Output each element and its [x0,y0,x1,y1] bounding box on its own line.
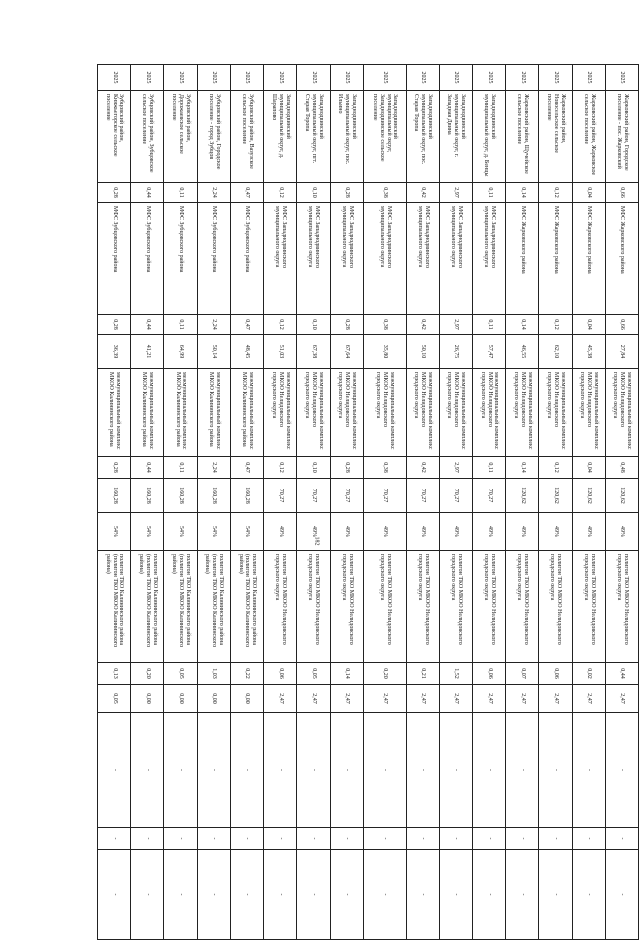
year-cell: 2025 [506,65,539,91]
collection-volume-cell: 0,42 [406,315,439,335]
landfill-cell: полигон ТКО МКОО Нелидовского городского округа [363,551,406,663]
year-cell: 2025 [330,65,363,91]
secondary-volume-cell: 2,47 [572,685,605,713]
collection-site-cell: МФС Зубцовского района [131,203,164,315]
collection-volume-cell: 2,97 [439,315,472,335]
collection-site-cell: МФС Жарковского района [539,203,572,315]
empty-column-2-cell: - [539,828,572,850]
distance-to-complex-cell: 57,47 [472,335,505,369]
year-cell: 2025 [264,65,297,91]
table-row [330,65,363,940]
collection-site-cell: МФС Жарковского района [506,203,539,315]
table-row [98,65,131,940]
collection-site-cell: МФС Зубцовского района [230,203,263,315]
distance-to-complex-cell: 27,84 [605,335,638,369]
share-percent-cell: 49% [506,513,539,551]
population-cell: 0,12 [264,183,297,203]
empty-column-3-cell: - [131,850,164,940]
territory-cell: Западнодвинский муниципальный округ, д. Бенцы [472,91,505,183]
distance-to-complex-cell: 48,45 [230,335,263,369]
distance-to-landfill-cell: 70,27 [297,479,330,513]
waste-flow-table [97,64,639,940]
collection-site-cell: МФС Западнодвинского муниципального округа [406,203,439,315]
distance-to-landfill-cell: 120,62 [539,479,572,513]
secondary-volume-cell: 2,47 [363,685,406,713]
table-row [506,65,539,940]
landfill-cell: полигон ТКО МКОО Нелидовского городского округа [297,551,330,663]
distance-to-complex-cell: 67,38 [297,335,330,369]
distance-to-landfill-cell: 160,28 [197,479,230,513]
collection-site-cell: МФС Зубцовского района [197,203,230,315]
secondary-volume-cell: 2,47 [439,685,472,713]
distance-to-landfill-cell: 160,28 [98,479,131,513]
empty-column-2-cell: - [605,828,638,850]
empty-column-3-cell: - [506,850,539,940]
year-cell: 2025 [363,65,406,91]
processing-complex-cell: межмуниципальный комплекс МКОО Нелидовского городского округа [506,369,539,457]
landfill-cell: полигон ТКО МКОО Нелидовского городского округа [472,551,505,663]
table-row [197,65,230,940]
territory-cell: Западнодвинский муниципальный округ, пос. Ильино [330,91,363,183]
empty-column-3-cell: - [439,850,472,940]
distance-to-landfill-cell: 70,27 [363,479,406,513]
table-row [297,65,330,940]
secondary-volume-cell: 0,05 [98,685,131,713]
year-cell: 2025 [164,65,197,91]
year-cell: 2025 [131,65,164,91]
processing-volume-cell: 0,42 [406,457,439,479]
table-row [131,65,164,940]
processing-volume-cell: 0,10 [297,457,330,479]
empty-column-1-cell: - [297,713,330,828]
processing-volume-cell: 0,11 [164,457,197,479]
territory-cell: Западнодвинский муниципальный округ, д. Шарапово [264,91,297,183]
territory-cell: Западнодвинский муниципальный округ, г. Западная Двина [439,91,472,183]
landfill-cell: полигон ТКО МКОО Нелидовского городского округа [572,551,605,663]
processing-complex-cell: межмуниципальный комплекс МКОО Нелидовского городского округа [605,369,638,457]
processing-volume-cell: 0,48 [605,457,638,479]
empty-column-2-cell: - [98,828,131,850]
empty-column-2-cell: - [197,828,230,850]
share-percent-cell: 54% [230,513,263,551]
processing-complex-cell: межмуниципальный комплекс МКОО Нелидовского городского округа [439,369,472,457]
table-row [363,65,406,940]
secondary-volume-cell: 0,00 [164,685,197,713]
territory-cell: Западнодвинский муниципальный округ, Западнодвинское сельское поселение [363,91,406,183]
table-row [230,65,263,940]
distance-to-landfill-cell: 160,28 [131,479,164,513]
collection-site-cell: МФС Западнодвинского муниципального округа [264,203,297,315]
territory-cell: Жарковский район, Щучейское сельское поселение [506,91,539,183]
landfill-volume-cell: 0,20 [363,663,406,685]
secondary-volume-cell: 2,47 [297,685,330,713]
population-cell: 0,11 [472,183,505,203]
territory-cell: Западнодвинский муниципальный округ, пос. Старая Торопа [406,91,439,183]
territory-cell: Зубцовский район, Дорожаевское сельское поселение [164,91,197,183]
distance-to-landfill-cell: 70,27 [330,479,363,513]
table-row [472,65,505,940]
share-percent-cell: 49% [439,513,472,551]
empty-column-3-cell: - [197,850,230,940]
share-percent-cell: 49% [297,513,330,551]
empty-column-1-cell: - [264,713,297,828]
population-cell: 0,04 [572,183,605,203]
collection-site-cell: МФС Западнодвинского муниципального округа [297,203,330,315]
landfill-volume-cell: 0,07 [506,663,539,685]
territory-cell: Жарковский район, Жарковское сельское поселение [572,91,605,183]
landfill-cell: полигон ТКО Калининского района (полигон ТКО МКОО Калининского района) [164,551,197,663]
processing-volume-cell: 0,28 [98,457,131,479]
population-cell: 0,66 [605,183,638,203]
empty-column-3-cell: - [472,850,505,940]
processing-volume-cell: 0,28 [330,457,363,479]
empty-column-1-cell: - [98,713,131,828]
landfill-cell: полигон ТКО МКОО Нелидовского городского округа [605,551,638,663]
distance-to-complex-cell: 45,38 [572,335,605,369]
collection-volume-cell: 0,11 [164,315,197,335]
landfill-cell: полигон ТКО МКОО Нелидовского городского округа [406,551,439,663]
landfill-volume-cell: 0,02 [572,663,605,685]
population-cell: 0,42 [406,183,439,203]
collection-volume-cell: 0,11 [472,315,505,335]
distance-to-complex-cell: 36,39 [98,335,131,369]
population-cell: 0,10 [297,183,330,203]
landfill-volume-cell: 1,52 [439,663,472,685]
distance-to-complex-cell: 46,55 [506,335,539,369]
processing-complex-cell: межмуниципальный комплекс МКОО Нелидовского городского округа [472,369,505,457]
collection-volume-cell: 0,04 [572,315,605,335]
empty-column-3-cell: - [297,850,330,940]
population-cell: 0,12 [539,183,572,203]
landfill-volume-cell: 0,06 [539,663,572,685]
landfill-cell: полигон ТКО МКОО Нелидовского городского округа [539,551,572,663]
empty-column-3-cell: - [264,850,297,940]
empty-column-2-cell: - [131,828,164,850]
table-row [264,65,297,940]
year-cell: 2025 [472,65,505,91]
empty-column-3-cell: - [230,850,263,940]
population-cell: 2,24 [197,183,230,203]
territory-cell: Жарковский район, Городское поселение - пос. Жарковский [605,91,638,183]
distance-to-complex-cell: 50,14 [197,335,230,369]
landfill-cell: полигон ТКО Калининского района (полигон ТКО МКОО Калининского района) [230,551,263,663]
share-percent-cell: 49% [406,513,439,551]
landfill-cell: полигон ТКО Калининского района (полигон ТКО МКОО Калининского района) [98,551,131,663]
empty-column-2-cell: - [439,828,472,850]
share-percent-cell: 54% [131,513,164,551]
year-cell: 2025 [605,65,638,91]
year-cell: 2025 [98,65,131,91]
share-percent-cell: 49% [472,513,505,551]
share-percent-cell: 49% [539,513,572,551]
processing-volume-cell: 0,14 [506,457,539,479]
distance-to-complex-cell: 41,21 [131,335,164,369]
collection-site-cell: МФС Западнодвинского муниципального округа [330,203,363,315]
landfill-volume-cell: 0,05 [297,663,330,685]
distance-to-landfill-cell: 120,62 [572,479,605,513]
collection-volume-cell: 0,28 [330,315,363,335]
landfill-volume-cell: 0,14 [330,663,363,685]
secondary-volume-cell: 2,47 [472,685,505,713]
distance-to-landfill-cell: 120,62 [506,479,539,513]
processing-volume-cell: 0,12 [264,457,297,479]
processing-volume-cell: 0,38 [363,457,406,479]
processing-volume-cell: 2,24 [197,457,230,479]
collection-volume-cell: 0,44 [131,315,164,335]
collection-site-cell: МФС Жарковского района [572,203,605,315]
processing-complex-cell: межмуниципальный комплекс МКОО Калининского района [164,369,197,457]
empty-column-2-cell: - [406,828,439,850]
collection-volume-cell: 2,24 [197,315,230,335]
distance-to-complex-cell: 64,99 [164,335,197,369]
processing-volume-cell: 0,04 [572,457,605,479]
landfill-volume-cell: 0,06 [472,663,505,685]
landfill-volume-cell: 0,13 [98,663,131,685]
empty-column-1-cell: - [131,713,164,828]
population-cell: 2,97 [439,183,472,203]
year-cell: 2025 [572,65,605,91]
secondary-volume-cell: 2,47 [605,685,638,713]
empty-column-3-cell: - [164,850,197,940]
secondary-volume-cell: 0,00 [197,685,230,713]
secondary-volume-cell: 2,47 [539,685,572,713]
processing-volume-cell: 2,97 [439,457,472,479]
table-row [406,65,439,940]
territory-cell: Зубцовский район, Вазузское сельское поселение [230,91,263,183]
processing-complex-cell: межмуниципальный комплекс МКОО Нелидовского городского округа [264,369,297,457]
empty-column-2-cell: - [506,828,539,850]
distance-to-complex-cell: 62,10 [539,335,572,369]
empty-column-2-cell: - [164,828,197,850]
processing-complex-cell: межмуниципальный комплекс МКОО Нелидовского городского округа [363,369,406,457]
collection-site-cell: МФС Западнодвинского муниципального округа [363,203,406,315]
share-percent-cell: 49% [264,513,297,551]
distance-to-complex-cell: 51,03 [264,335,297,369]
processing-volume-cell: 0,47 [230,457,263,479]
year-cell: 2025 [297,65,330,91]
share-percent-cell: 49% [330,513,363,551]
collection-volume-cell: 0,47 [230,315,263,335]
territory-cell: Зубцовский район, Зубцовское сельское поселение [131,91,164,183]
empty-column-1-cell: - [472,713,505,828]
distance-to-complex-cell: 35,80 [363,335,406,369]
secondary-volume-cell: 2,47 [506,685,539,713]
distance-to-landfill-cell: 160,28 [230,479,263,513]
landfill-volume-cell: 0,20 [131,663,164,685]
table-row [572,65,605,940]
table-row [605,65,638,940]
landfill-cell: полигон ТКО МКОО Нелидовского городского округа [439,551,472,663]
empty-column-1-cell: - [363,713,406,828]
distance-to-complex-cell: 50,10 [406,335,439,369]
population-cell: 0,28 [98,183,131,203]
collection-site-cell: МФС Зубцовского района [164,203,197,315]
collection-volume-cell: 0,66 [605,315,638,335]
secondary-volume-cell: 0,00 [230,685,263,713]
empty-column-2-cell: - [572,828,605,850]
empty-column-2-cell: - [297,828,330,850]
processing-volume-cell: 0,44 [131,457,164,479]
share-percent-cell: 49% [605,513,638,551]
landfill-cell: полигон ТКО МКОО Нелидовского городского округа [264,551,297,663]
year-cell: 2025 [230,65,263,91]
year-cell: 2025 [197,65,230,91]
collection-site-cell: МФС Западнодвинского муниципального округа [439,203,472,315]
table-row [439,65,472,940]
processing-complex-cell: межмуниципальный комплекс МКОО Нелидовского городского округа [330,369,363,457]
page-number: 182 [313,536,320,546]
landfill-volume-cell: 0,21 [406,663,439,685]
empty-column-2-cell: - [330,828,363,850]
landfill-volume-cell: 0,44 [605,663,638,685]
processing-volume-cell: 0,12 [539,457,572,479]
empty-column-1-cell: - [164,713,197,828]
year-cell: 2025 [539,65,572,91]
population-cell: 0,38 [363,183,406,203]
table-row [164,65,197,940]
landfill-volume-cell: 0,22 [230,663,263,685]
year-cell: 2025 [439,65,472,91]
collection-volume-cell: 0,10 [297,315,330,335]
empty-column-1-cell: - [330,713,363,828]
secondary-volume-cell: 0,00 [131,685,164,713]
empty-column-3-cell: - [98,850,131,940]
empty-column-3-cell: - [605,850,638,940]
distance-to-landfill-cell: 70,27 [264,479,297,513]
empty-column-2-cell: - [363,828,406,850]
collection-volume-cell: 0,12 [264,315,297,335]
processing-complex-cell: межмуниципальный комплекс МКОО Калининского района [98,369,131,457]
empty-column-2-cell: - [230,828,263,850]
population-cell: 0,14 [506,183,539,203]
secondary-volume-cell: 2,47 [406,685,439,713]
landfill-cell: полигон ТКО Калининского района (полигон ТКО МКОО Калининского района) [131,551,164,663]
empty-column-3-cell: - [406,850,439,940]
territory-cell: Жарковский район, Новосельское сельское поселение [539,91,572,183]
share-percent-cell: 54% [98,513,131,551]
processing-volume-cell: 0,11 [472,457,505,479]
share-percent-cell: 49% [363,513,406,551]
empty-column-1-cell: - [605,713,638,828]
processing-complex-cell: межмуниципальный комплекс МКОО Калининского района [197,369,230,457]
distance-to-landfill-cell: 70,27 [439,479,472,513]
empty-column-1-cell: - [572,713,605,828]
empty-column-1-cell: - [539,713,572,828]
table-body [98,65,639,940]
empty-column-1-cell: - [506,713,539,828]
collection-volume-cell: 0,38 [363,315,406,335]
distance-to-landfill-cell: 120,62 [605,479,638,513]
empty-column-1-cell: - [439,713,472,828]
collection-site-cell: МФС Зубцовского района [98,203,131,315]
processing-complex-cell: межмуниципальный комплекс МКОО Нелидовского городского округа [406,369,439,457]
share-percent-cell: 54% [164,513,197,551]
distance-to-complex-cell: 67,64 [330,335,363,369]
share-percent-cell: 49% [572,513,605,551]
landfill-cell: полигон ТКО МКОО Нелидовского городского округа [506,551,539,663]
distance-to-landfill-cell: 70,27 [406,479,439,513]
landfill-volume-cell: 0,05 [164,663,197,685]
collection-volume-cell: 0,12 [539,315,572,335]
secondary-volume-cell: 2,47 [264,685,297,713]
population-cell: 0,47 [230,183,263,203]
distance-to-landfill-cell: 160,28 [164,479,197,513]
empty-column-2-cell: - [264,828,297,850]
population-cell: 0,28 [330,183,363,203]
collection-site-cell: МФС Западнодвинского муниципального округа [472,203,505,315]
empty-column-3-cell: - [363,850,406,940]
share-percent-cell: 54% [197,513,230,551]
empty-column-3-cell: - [330,850,363,940]
landfill-volume-cell: 0,06 [264,663,297,685]
distance-to-landfill-cell: 70,27 [472,479,505,513]
population-cell: 0,11 [164,183,197,203]
empty-column-3-cell: - [539,850,572,940]
collection-volume-cell: 0,14 [506,315,539,335]
table-row [539,65,572,940]
processing-complex-cell: межмуниципальный комплекс МКОО Нелидовского городского округа [297,369,330,457]
collection-site-cell: МФС Жарковского района [605,203,638,315]
processing-complex-cell: межмуниципальный комплекс МКОО Нелидовского городского округа [539,369,572,457]
year-cell: 2025 [406,65,439,91]
rotated-table-container [97,64,639,899]
empty-column-1-cell: - [230,713,263,828]
processing-complex-cell: межмуниципальный комплекс МКОО Калининского района [131,369,164,457]
collection-volume-cell: 0,28 [98,315,131,335]
landfill-volume-cell: 1,03 [197,663,230,685]
processing-complex-cell: межмуниципальный комплекс МКОО Калининского района [230,369,263,457]
territory-cell: Зубцовский район, Городское поселение - город Зубцов [197,91,230,183]
empty-column-1-cell: - [406,713,439,828]
secondary-volume-cell: 2,47 [330,685,363,713]
population-cell: 0,44 [131,183,164,203]
landfill-cell: полигон ТКО Калининского района (полигон ТКО МКОО Калининского района) [197,551,230,663]
distance-to-complex-cell: 26,75 [439,335,472,369]
landfill-cell: полигон ТКО МКОО Нелидовского городского округа [330,551,363,663]
territory-cell: Западнодвинский муниципальный округ, пгт. Старая Торопа [297,91,330,183]
empty-column-2-cell: - [472,828,505,850]
empty-column-3-cell: - [572,850,605,940]
processing-complex-cell: межмуниципальный комплекс МКОО Нелидовского городского округа [572,369,605,457]
empty-column-1-cell: - [197,713,230,828]
territory-cell: Зубцовский район, Княжьегорское сельское поселение [98,91,131,183]
